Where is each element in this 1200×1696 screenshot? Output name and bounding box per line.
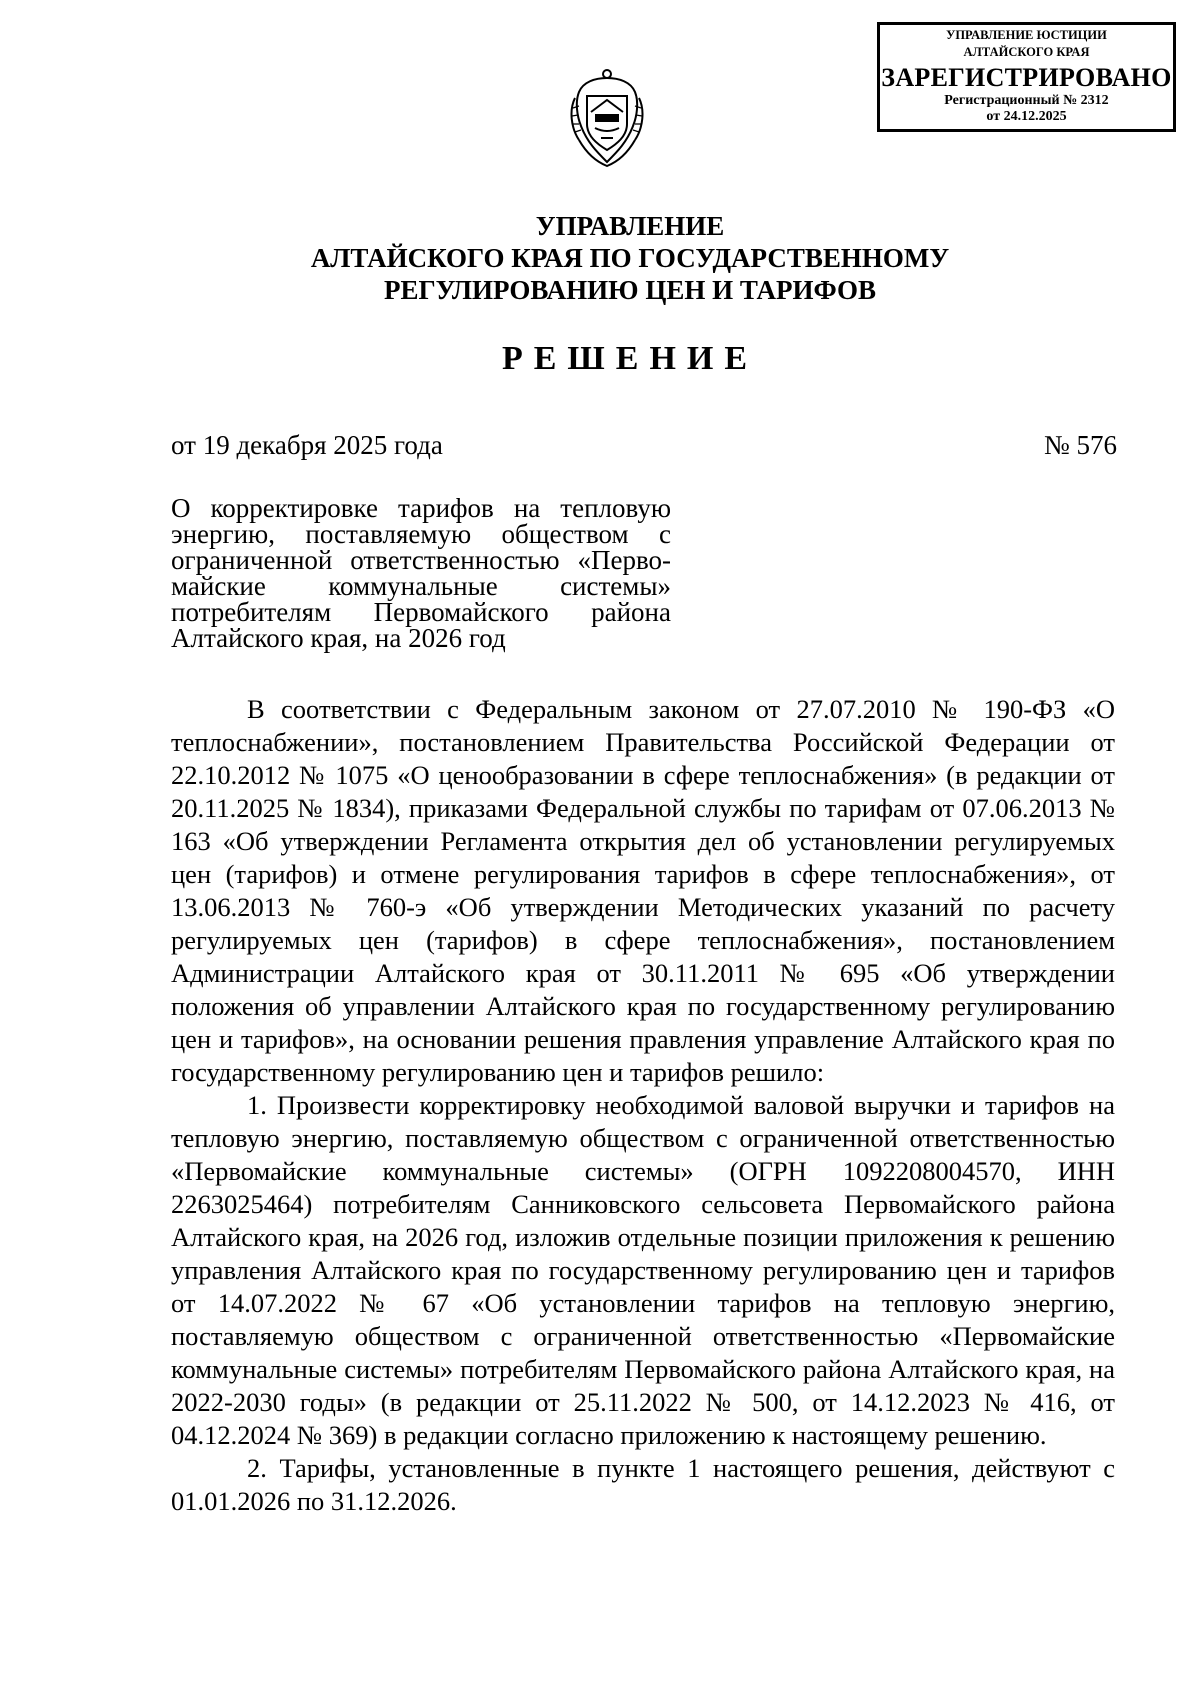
stamp-org-line2: АЛТАЙСКОГО КРАЯ	[963, 45, 1090, 59]
authority-line1: УПРАВЛЕНИЕ	[535, 211, 725, 241]
coat-of-arms-icon	[565, 68, 649, 172]
subject-line: Алтайского края, на 2026 год	[171, 623, 506, 653]
body-paragraph-item-1: 1. Произвести корректировку необходимой валовой выручки и тарифов на тепловую энергию, поставляемую обществом с ограниченной ответственностью «Первомайские коммунальные системы» (ОГРН 1092208004570, ИНН 2263025464) потребителям Санниковского сельсовета Первомайского района Алтайского края, на 2026 год, изложив отдельные позиции приложения к решению управления Алтайского края по государственному регулированию цен и тарифов от 14.07.2022 № 67 «Об установлении тарифов на тепловую энергию, поставляемую обществом с ограниченной ответственностью «Первомайские коммунальные системы» потребителям Первомайского района Алтайского края, на 2022-2030 годы» (в редакции от 25.11.2022 № 500, от 14.12.2023 № 416, от 04.12.2024 № 369) в редакции согласно приложению к настоящему решению.	[171, 1090, 1115, 1450]
registration-stamp	[877, 22, 1176, 132]
subject-line: майские коммунальные системы»	[171, 571, 671, 601]
stamp-reg-date: от 24.12.2025	[986, 109, 1067, 124]
stamp-status: ЗАРЕГИСТРИРОВАНО	[881, 63, 1172, 92]
subject-line: энергию, поставляемую обществом с	[171, 519, 671, 549]
subject-line: О корректировке тарифов на тепловую	[171, 493, 671, 523]
document-subject	[171, 495, 671, 651]
stamp-reg-number: Регистрационный № 2312	[944, 93, 1109, 108]
document-number: № 576	[1043, 430, 1117, 460]
document-body	[171, 693, 1115, 1518]
subject-line: потребителям Первомайского района	[171, 597, 671, 627]
document-title: РЕШЕНИЕ	[501, 340, 759, 377]
authority-line3: РЕГУЛИРОВАНИЮ ЦЕН И ТАРИФОВ	[383, 275, 877, 305]
body-paragraph-preamble: В соответствии с Федеральным законом от 27.07.2010 № 190-ФЗ «О теплоснабжении», постановлением Правительства Российской Федерации от 22.10.2012 № 1075 «О ценообразовании в сфере теплоснабжения» (в редакции от 20.11.2025 № 1834), приказами Федеральной службы по тарифам от 07.06.2013 № 163 «Об утверждении Регламента открытия дел об установлении регулируемых цен (тарифов) и отмене регулирования тарифов в сфере теплоснабжения», от 13.06.2013 № 760-э «Об утверждении Методических указаний по расчету регулируемых цен (тарифов) в сфере теплоснабжения», постановлением Администрации Алтайского края от 30.11.2011 № 695 «Об утверждении положения об управлении Алтайского края по государственному регулированию цен и тарифов», на основании решения правления управление Алтайского края по государственному регулированию цен и тарифов решило:	[171, 694, 1115, 1087]
stamp-org-line1: УПРАВЛЕНИЕ ЮСТИЦИИ	[946, 28, 1107, 42]
subject-line: ограниченной ответственностью «Перво-	[171, 545, 671, 575]
body-paragraph-item-2: 2. Тарифы, установленные в пункте 1 настоящего решения, действуют с 01.01.2026 по 31.12.2026.	[171, 1453, 1115, 1516]
authority-line2: АЛТАЙСКОГО КРАЯ ПО ГОСУДАРСТВЕННОМУ	[310, 243, 950, 273]
document-date: от 19 декабря 2025 года	[171, 430, 443, 460]
issuing-authority	[150, 210, 1110, 306]
